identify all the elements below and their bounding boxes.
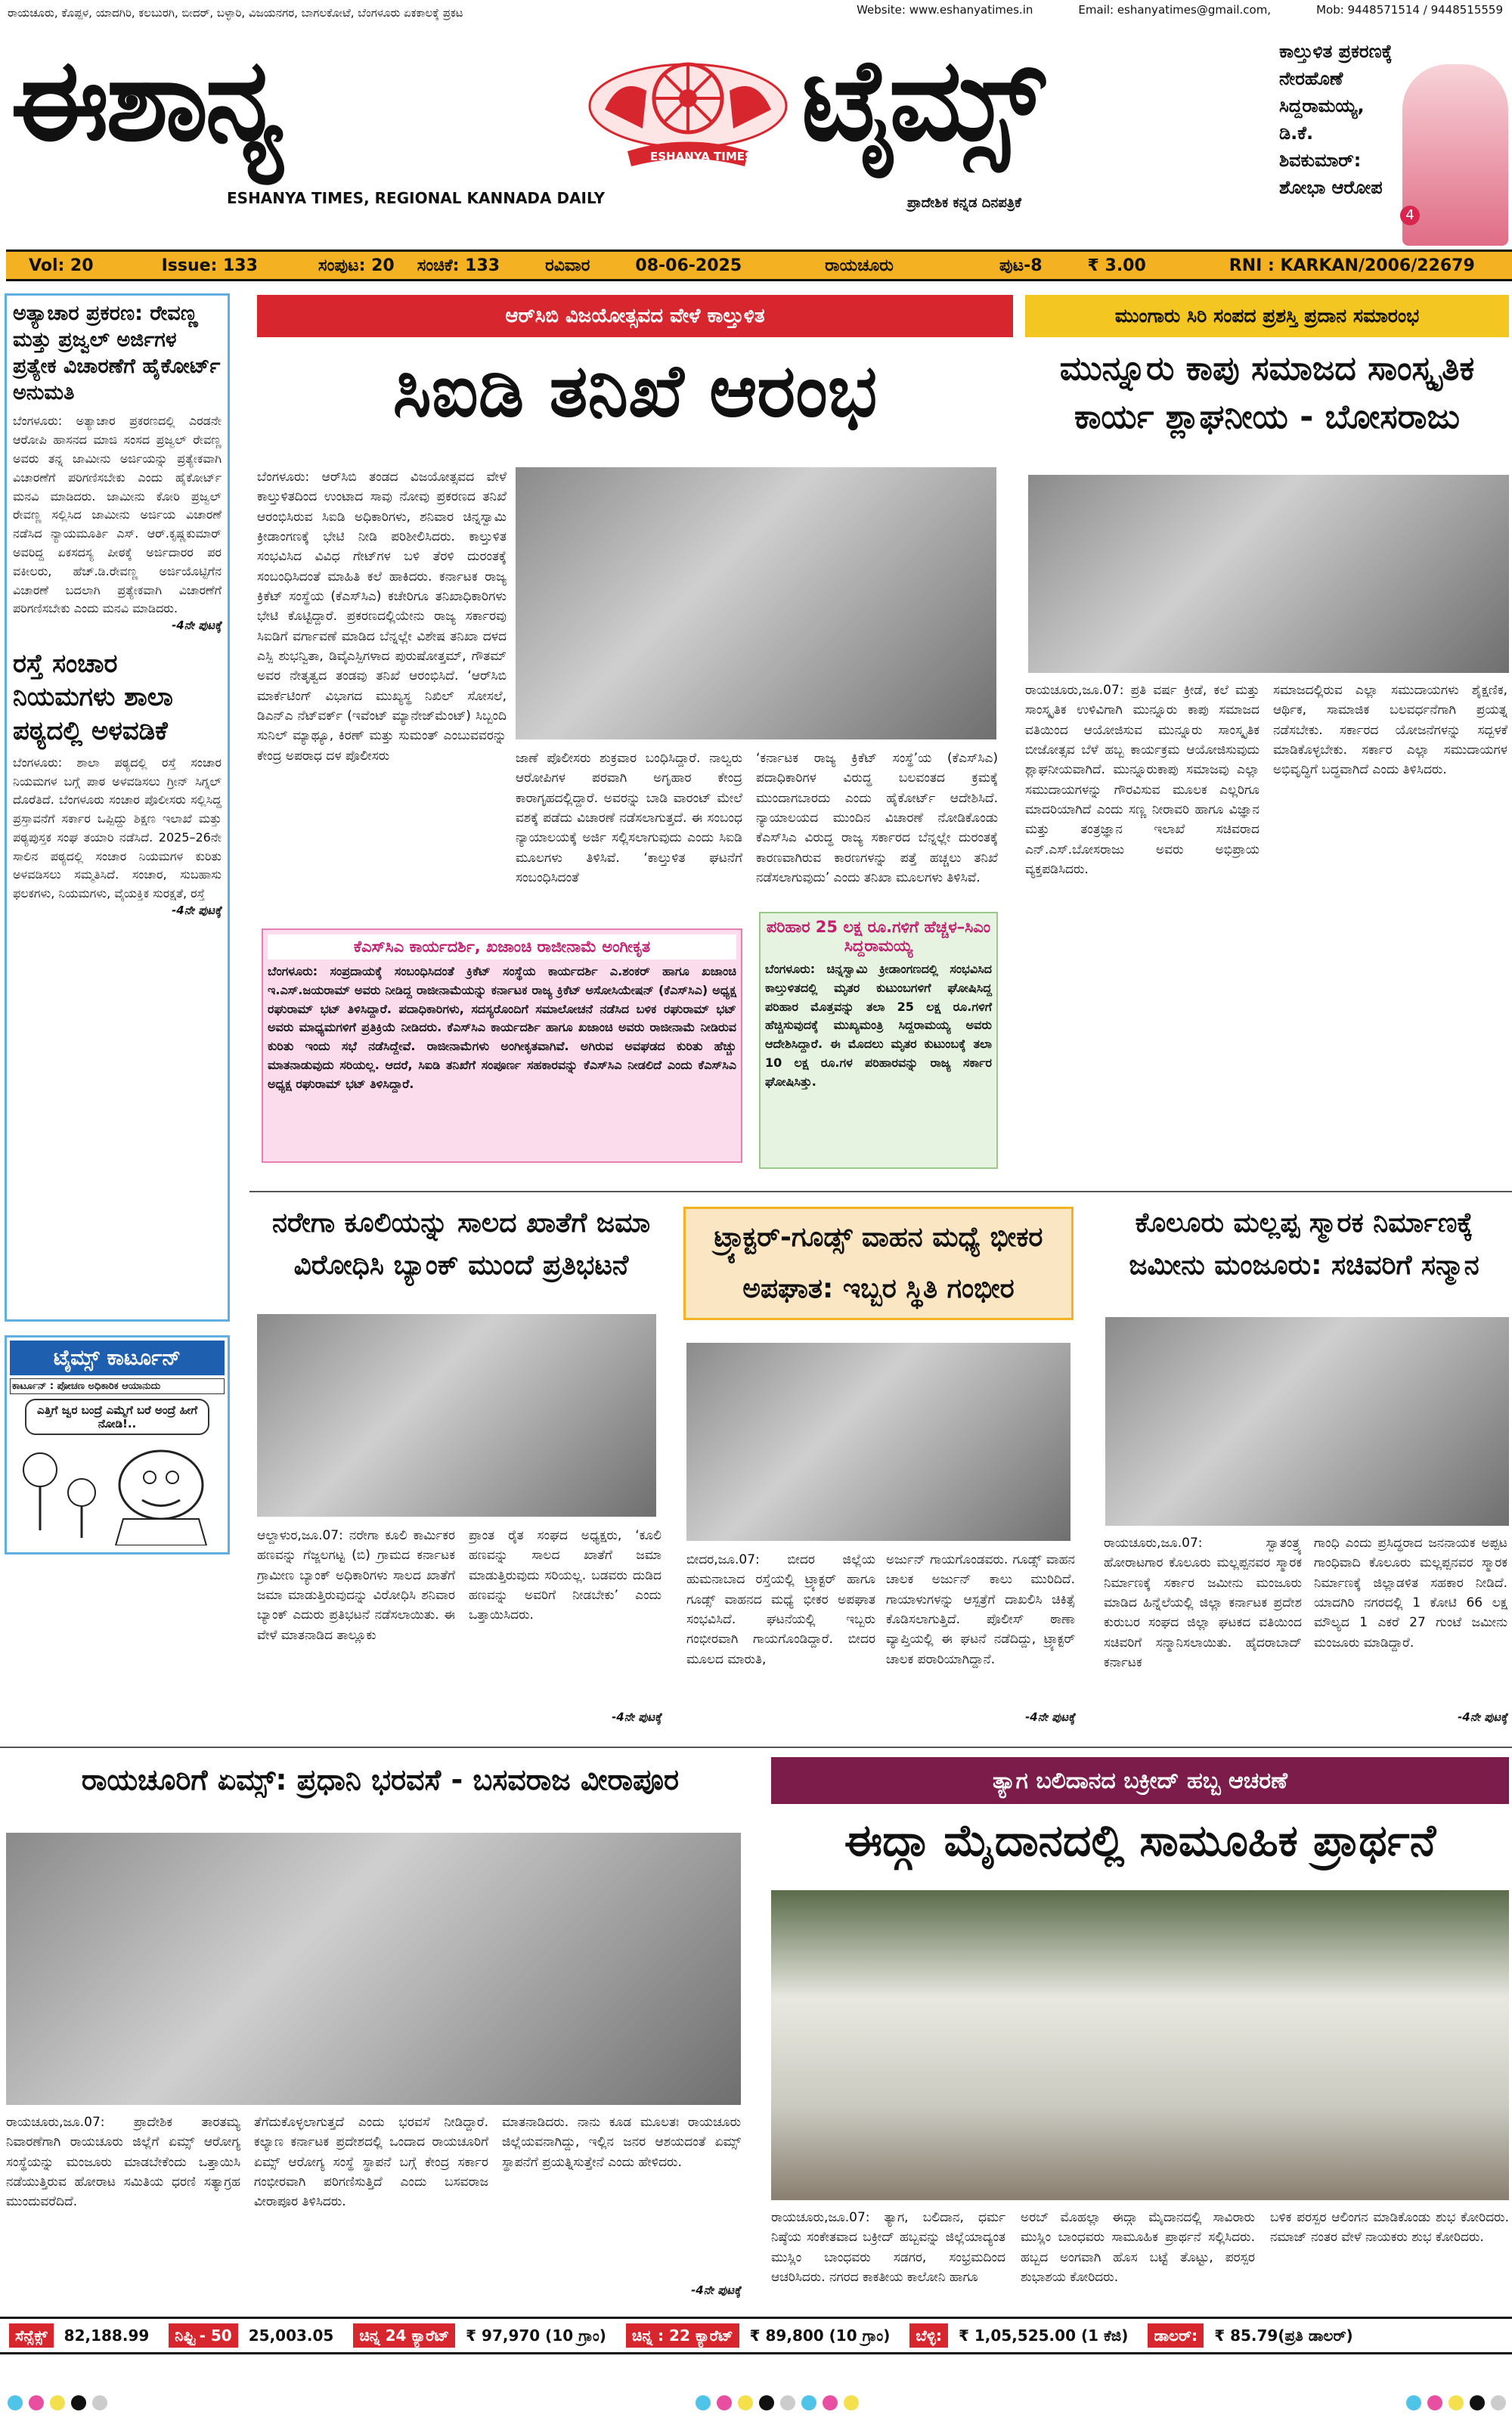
right-body-col2: ಸಮಾಜದಲ್ಲಿರುವ ಎಲ್ಲಾ ಸಮುದಾಯಗಳು ಶೈಕ್ಷಣಿಕ, ಆರ್ಥಿಕ, ಸಾಮಾಜಿಕ ಬಲವರ್ಧನೆಗಾಗಿ ಪ್ರಯತ್ನ ನಡೆಸಬೇಕು. ಸರ್ಕಾರದ ಯೋಜನೆಗಳನ್ನು ಸದ್ಬಳಕೆ ಮಾಡಿಕೊಳ್ಳಬೇಕು. ಸರ್ಕಾರ ಎಲ್ಲಾ ಸಮುದಾಯಗಳ ಅಭಿವೃದ್ಧಿಗೆ ಬದ್ಧವಾಗಿದೆ ಎಂದು ತಿಳಿಸಿದರು.: [1273, 683, 1507, 778]
accident-body-col1: ಬೀದರ,ಜೂ.07: ಬೀದರ ಜಿಲ್ಲೆಯ ಹುಮನಾಬಾದ ರಸ್ತೆಯಲ್ಲಿ ಟ್ರ್ಯಾಕ್ಟರ್ ಹಾಗೂ ಗೂಡ್ಸ್ ವಾಹನದ ಮಧ್ಯೆ ಭೀಕರ ಅಪಘಾತ ಸಂಭವಿಸಿದೆ. ಘಟನೆಯಲ್ಲಿ ಇಬ್ಬರು ಗಂಭೀರವಾಗಿ ಗಾಯಗೊಂಡಿದ್ದಾರೆ. ಬೀದರ ಮೂಲದ ಮಾರುತಿ,: [686, 1552, 875, 1667]
gold22-label: ಚಿನ್ನ : 22 ಕ್ಯಾರೆಟ್: [626, 2323, 739, 2348]
price: ₹ 3.00: [1087, 256, 1146, 275]
accident-headline-box: [683, 1207, 1074, 1320]
aiims-body-col1: ರಾಯಚೂರು,ಜೂ.07: ಪ್ರಾದೇಶಿಕ ತಾರತಮ್ಯ ನಿವಾರಣೆಗಾಗಿ ರಾಯಚೂರು ಜಿಲ್ಲೆಗೆ ಏಮ್ಸ್ ಆರೋಗ್ಯ ಸಂಸ್ಥೆಯನ್ನು ಮಂಜೂರು ಮಾಡಬೇಕೆಂದು ಒತ್ತಾಯಿಸಿ ನಡೆಯುತ್ತಿರುವ ಹೋರಾಟ ಸಮಿತಿಯ ಧರಣಿ ಸತ್ಯಾಗ್ರಹ ಮುಂದುವರೆದಿದೆ.: [6, 2115, 240, 2210]
lead-body-col1: ಬೆಂಗಳೂರು: ಆರ್‌ಸಿಬಿ ತಂಡದ ವಿಜಯೋತ್ಸವದ ವೇಳೆ ಕಾಲ್ತುಳಿತದಿಂದ ಉಂಟಾದ ಸಾವು ನೋವು ಪ್ರಕರಣದ ತನಿಖೆ ಆರಂಭಿಸಿರುವ ಸಿಐಡಿ ಅಧಿಕಾರಿಗಳು, ಶನಿವಾರ ಚಿನ್ನಸ್ವಾಮಿ ಕ್ರೀಡಾಂಗಣಕ್ಕೆ ಭೇಟಿ ನೀಡಿ ಪರಿಶೀಲಿಸಿದರು. ಕಾಲ್ತುಳಿತ ಸಂಭವಿಸಿದ ವಿವಿಧ ಗೇಟ್‌ಗಳ ಬಳಿ ತೆರಳಿ ದುರಂತಕ್ಕೆ ಸಂಬಂಧಿಸಿದಂತೆ ಮಾಹಿತಿ ಕಲೆ ಹಾಕಿದರು. ಕರ್ನಾಟಕ ರಾಜ್ಯ ಕ್ರಿಕೆಟ್ ಸಂಸ್ಥೆಯ (ಕೆಎಸ್‌ಸಿಎ) ಕಚೇರಿಗೂ ತನಿಖಾಧಿಕಾರಿಗಳು ಭೇಟಿ ಕೊಟ್ಟಿದ್ದಾರೆ. ಪ್ರಕರಣದಲ್ಲಿಯೇನು ರಾಜ್ಯ ಸರ್ಕಾರವು ಸಿಐಡಿಗೆ ವರ್ಗಾವಣೆ ಮಾಡಿದ ಬೆನ್ನಲ್ಲೇ ವಿಶೇಷ ತನಿಖಾ ದಳದ ಎಸ್ಪಿ ಶುಭನ್ವಿತಾ, ಡಿವೈಎಸ್ಪಿಗಳಾದ ಪುರುಷೋತ್ತಮ್, ಗೌತಮ್ ಅವರ ನೇತೃತ್ವದ ತಂಡವು ತನಿಖೆ ಆರಂಭಿಸಿದೆ. ‘ಆರ್‌ಸಿಬಿ ಮಾರ್ಕೆಟಿಂಗ್ ವಿಭಾಗದ ಮುಖ್ಯಸ್ಥ ನಿಖಿಲ್ ಸೋಸಲೆ, ಡಿಎನ್ಎ ನೆಟ್‌ವರ್ಕ್ (ಇವೆಂಟ್ ಮ್ಯಾನೇಜ್‌ಮೆಂಟ್) ಸಿಬ್ಬಂದಿ ಸುನಿಲ್ ಮ್ಯಾಥ್ಯೂ, ಕಿರಣ್ ಮತ್ತು ಸುಮಂತ್ ಎಂಬುವವರನ್ನು ಕೇಂದ್ರ ಅಪರಾಧ ದಳ ಪೊಲೀಸರು: [257, 470, 507, 764]
email-link[interactable]: Email: eshanyatimes@gmail.com,: [1078, 3, 1272, 17]
ksca-resignation-box: [262, 928, 742, 1163]
bakrid-body-col1: ರಾಯಚೂರು,ಜೂ.07: ತ್ಯಾಗ, ಬಲಿದಾನ, ಧರ್ಮ ನಿಷ್ಠೆಯ ಸಂಕೇತವಾದ ಬಕ್ರೀದ್ ಹಬ್ಬವನ್ನು ಜಿಲ್ಲೆಯಾದ್ಯಂತ ಮುಸ್ಲಿಂ ಬಾಂಧವರು ಸಡಗರ, ಸಂಭ್ರಮದಿಂದ ಆಚರಿಸಿದರು. ನಗರದ ಕಾಕತೀಯ ಕಾಲೋನಿ ಹಾಗೂ: [771, 2210, 1005, 2286]
bakrid-body-col3: ಬಳಿಕ ಪರಸ್ಪರ ಆಲಿಂಗನ ಮಾಡಿಕೊಂಡು ಶುಭ ಕೋರಿದರು. ನಮಾಜ್ ನಂತರ ವೇಳೆ ನಾಯಕರು ಶುಭ ಕೋರಿದರು.: [1270, 2210, 1509, 2246]
silver-value: ₹ 1,05,525.00 (1 ಕೆಜಿ): [958, 2326, 1129, 2345]
sensex-value: 82,188.99: [64, 2326, 150, 2345]
silver-label: ಬೆಳ್ಳಿ:: [909, 2323, 948, 2348]
lead-body-col2: ಜಾಣೆ ಪೊಲೀಸರು ಶುಕ್ರವಾರ ಬಂಧಿಸಿದ್ದಾರೆ. ನಾಲ್ವರು ಆರೋಪಿಗಳ ಪರವಾಗಿ ಅಗೃಹಾರ ಕೇಂದ್ರ ಕಾರಾಗೃಹದಲ್ಲಿದ್ದಾರೆ. ಅವರನ್ನು ಬಾಡಿ ವಾರಂಟ್ ಮೇಲೆ ವಶಕ್ಕೆ ಪಡೆದು ವಿಚಾರಣೆ ನಡೆಸಲಾಗುತ್ತದೆ. ಈ ಸಂಬಂಧ ನ್ಯಾಯಾಲಯಕ್ಕೆ ಅರ್ಜಿ ಸಲ್ಲಿಸಲಾಗುವುದು ಎಂದು ಸಿಐಡಿ ಮೂಲಗಳು ತಿಳಿಸಿವೆ. ‘ಕಾಲ್ತುಳಿತ ಘಟನೆಗೆ ಸಂಬಂಧಿಸಿದಂತೆ: [516, 751, 742, 886]
aiims-headline[interactable]: ರಾಯಚೂರಿಗೆ ಏಮ್ಸ್: ಪ್ರಧಾನಿ ಭರವಸೆ - ಬಸವರಾಜ ವೀರಾಪೂರ: [81, 1763, 680, 1796]
nifty-label: ನಿಫ್ಟಿ - 50: [169, 2323, 237, 2348]
bakrid-photo: [771, 1890, 1509, 2200]
continued-label[interactable]: -4ನೇ ಪುಟಕ್ಕೆ: [172, 904, 222, 918]
continued-label[interactable]: -4ನೇ ಪುಟಕ್ಕೆ: [1025, 1710, 1075, 1724]
promo-box[interactable]: [1270, 30, 1512, 250]
nrega-headline[interactable]: ನರೇಗಾ ಕೂಲಿಯನ್ನು ಸಾಲದ ಖಾತೆಗೆ ಜಮಾ ವಿರೋಧಿಸಿ ಬ್ಯಾಂಕ್ ಮುಂದೆ ಪ್ರತಿಭಟನೆ: [271, 1207, 651, 1281]
continued-label[interactable]: -4ನೇ ಪುಟಕ್ಕೆ: [1458, 1710, 1507, 1724]
continued-label[interactable]: -4ನೇ ಪುಟಕ್ಕೆ: [172, 618, 222, 633]
gold24-label: ಚಿನ್ನ 24 ಕ್ಯಾರೆಟ್: [353, 2323, 455, 2348]
color-registration-left: [8, 2395, 107, 2412]
nrega-photo: [257, 1314, 656, 1517]
color-registration-center: [696, 2395, 859, 2412]
color-registration-right: [1406, 2395, 1506, 2412]
market-bar: [0, 2317, 1512, 2354]
website-link[interactable]: Website: www.eshanyatimes.in: [857, 3, 1033, 17]
lead-headline[interactable]: ಸಿಐಡಿ ತನಿಖೆ ಆರಂಭ: [392, 349, 878, 433]
compensation-headline[interactable]: ಪರಿಹಾರ 25 ಲಕ್ಷ ರೂ.ಗಳಿಗೆ ಹೆಚ್ಚಳ–ಸಿಎಂ ಸಿದ್ದರಾಮಯ್ಯ: [766, 918, 991, 955]
compensation-body: ಬೆಂಗಳೂರು: ಚಿನ್ನಸ್ವಾಮಿ ಕ್ರೀಡಾಂಗಣದಲ್ಲಿ ಸಂಭವಿಸಿದ ಕಾಲ್ತುಳಿತದಲ್ಲಿ ಮೃತರ ಕುಟುಂಬಗಳಿಗೆ ಘೋಷಿಸಿದ್ದ ಪರಿಹಾರ ಮೊತ್ತವನ್ನು ತಲಾ 25 ಲಕ್ಷ ರೂ.ಗಳಿಗೆ ಹೆಚ್ಚಿಸುವುದಕ್ಕೆ ಮುಖ್ಯಮಂತ್ರಿ ಸಿದ್ದರಾಮಯ್ಯ ಅವರು ಆದೇಶಿಸಿದ್ದಾರೆ. ಈ ಮೊದಲು ಮೃತರ ಕುಟುಂಬಕ್ಕೆ ತಲಾ 10 ಲಕ್ಷ ರೂ.ಗಳ ಪರಿಹಾರವನ್ನು ರಾಜ್ಯ ಸರ್ಕಾರ ಘೋಷಿಸಿತ್ತು.: [765, 962, 992, 1089]
nrega-body-col1: ಆಲ್ದಾಳುರ,ಜೂ.07: ನರೇಗಾ ಕೂಲಿ ಕಾರ್ಮಿಕರ ಹಣವನ್ನು ಗೆಜ್ಜಲಗಟ್ಟ (ಬಿ) ಗ್ರಾಮದ ಕರ್ನಾಟಕ ಗ್ರಾಮೀಣ ಬ್ಯಾಂಕ್ ಅಧಿಕಾರಿಗಳು ಸಾಲದ ಖಾತೆಗೆ ಜಮಾ ಮಾಡುತ್ತಿರುವುದನ್ನು ವಿರೋಧಿಸಿ ಶನಿವಾರ ಬ್ಯಾಂಕ್ ಎದುರು ಪ್ರತಿಭಟನೆ ನಡೆಸಲಾಯಿತು. ಈ ವೇಳೆ ಮಾತನಾಡಿದ ತಾಲ್ಲೂಕು: [257, 1528, 455, 1643]
editions-text: ರಾಯಚೂರು, ಕೊಪ್ಪಳ, ಯಾದಗಿರಿ, ಕಲಬುರಗಿ, ಬೀದರ್, ಬಳ್ಳಾರಿ, ವಿಜಯನಗರ, ಬಾಗಲಕೋಟೆ, ಬೆಂಗಳೂರು ಏಕಕಾಲಕ್ಕೆ ಪ್ರಕಟ: [8, 6, 463, 20]
masthead-subtitle-kn: ಪ್ರಾದೇಶಿಕ ಕನ್ನಡ ದಿನಪತ್ರಿಕೆ: [907, 195, 1022, 211]
memorial-body-col2: ಗಾಂಧಿ ಎಂದು ಪ್ರಸಿದ್ಧರಾದ ಜನನಾಯಕ ಅಪ್ಪಟ ಗಾಂಧಿವಾದಿ ಕೊಲೂರು ಮಲ್ಲಪ್ಪನವರ ಸ್ಮಾರಕ ನಿರ್ಮಾಣಕ್ಕೆ ಜಿಲ್ಲಾಡಳಿತ ಸಹಕಾರ ನೀಡಿದೆ. ಯಾದಗಿರಿ ನಗರದಲ್ಲಿ 1 ಕೋಟಿ 66 ಲಕ್ಷ ಮೌಲ್ಯದ 1 ಎಕರೆ 27 ಗುಂಟೆ ಜಮೀನು ಮಂಜೂರು ಮಾಡಿದ್ದಾರೆ.: [1314, 1536, 1507, 1651]
story-traffic-body: ಬೆಂಗಳೂರು: ಶಾಲಾ ಪಠ್ಯದಲ್ಲಿ ರಸ್ತೆ ಸಂಚಾರ ನಿಯಮಗಳ ಬಗ್ಗೆ ಪಾಠ ಅಳವಡಿಸಲು ಗ್ರೀನ್ ಸಿಗ್ನಲ್ ದೊರೆತಿದೆ. ಬೆಂಗಳೂರು ಸಂಚಾರ ಪೊಲೀಸರು ಸಲ್ಲಿಸಿದ್ದ ಪ್ರಸ್ತಾವನೆಗೆ ಸರ್ಕಾರ ಒಪ್ಪಿದ್ದು ಶಿಕ್ಷಣ ಇಲಾಖೆ ಮತ್ತು ಪಠ್ಯಪುಸ್ತಕ ಸಂಘ ತಯಾರಿ ನಡೆಸಿದೆ. 2025–26ನೇ ಸಾಲಿನ ಪಠ್ಯದಲ್ಲಿ ಸಂಚಾರ ನಿಯಮಗಳ ಕುರಿತು ಅಳವಡಿಸಲು ಸಮ್ಮತಿಸಿದೆ. ಸಂಚಾರ, ಸುಬಹಾಸು ಫಲಕಗಳು, ನಿಯಮಗಳು, ವೈಯಕ್ತಿಕ ಸುರಕ್ಷತೆ, ರಸ್ತೆ: [13, 755, 222, 901]
gold24-value: ₹ 97,970 (10 ಗ್ರಾಂ): [466, 2326, 606, 2345]
promo-text: ಕಾಲ್ತುಳಿತ ಪ್ರಕರಣಕ್ಕೆ ನೇರಹೊಣೆ ಸಿದ್ದರಾಮಯ್ಯ, ಡಿ.ಕೆ. ಶಿವಕುಮಾರ್: ಶೋಭಾ ಆರೋಪ: [1279, 41, 1393, 198]
aiims-body-col2: ತೆಗೆದುಕೊಳ್ಳಲಾಗುತ್ತದೆ ಎಂದು ಭರವಸೆ ನೀಡಿದ್ದಾರೆ. ಕಲ್ಯಾಣ ಕರ್ನಾಟಕ ಪ್ರದೇಶದಲ್ಲಿ ಒಂದಾದ ರಾಯಚೂರಿಗೆ ಏಮ್ಸ್ ಆರೋಗ್ಯ ಸಂಸ್ಥೆ ಸ್ಥಾಪನೆ ಬಗ್ಗೆ ಕೇಂದ್ರ ಸರ್ಕಾರ ಗಂಭೀರವಾಗಿ ಪರಿಗಣಿಸುತ್ತಿದೆ ಎಂದು ಬಸವರಾಜ ವೀರಾಪೂರ ತಿಳಿಸಿದರು.: [254, 2115, 488, 2210]
masthead: [0, 30, 1270, 215]
place: ರಾಯಚೂರು: [825, 256, 894, 275]
top-strip: [0, 0, 1512, 27]
lead-photo: [516, 467, 996, 739]
left-news-column: [5, 293, 230, 1322]
ksca-box-body: ಬೆಂಗಳೂರು: ಸಂಪ್ರದಾಯಕ್ಕೆ ಸಂಬಂಧಿಸಿದಂತೆ ಕ್ರಿಕೆಟ್ ಸಂಸ್ಥೆಯ ಕಾರ್ಯದರ್ಶಿ ಎ.ಶಂಕರ್ ಹಾಗೂ ಖಜಾಂಚಿ ಇ.ಎಸ್.ಜಯರಾಮ್ ಅವರು ನೀಡಿದ್ದ ರಾಜೀನಾಮೆಯನ್ನು ಕರ್ನಾಟಕ ರಾಜ್ಯ ಕ್ರಿಕೆಟ್ ಅಸೋಸಿಯೇಷನ್ (ಕೆಎಸ್‌ಸಿಎ) ಅಧ್ಯಕ್ಷ ರಘುರಾಮ್ ಭಟ್ ತಿಳಿಸಿದ್ದಾರೆ. ಪದಾಧಿಕಾರಿಗಳು, ಸದಸ್ಯರೊಂದಿಗೆ ಸಮಾಲೋಚನೆ ನಡೆಸಿದ ಬಳಿಕ ರಘುರಾಮ್ ಭಟ್ ಅವರು ಮಾಧ್ಯಮಗಳಿಗೆ ಪ್ರತಿಕ್ರಿಯೆ ನೀಡಿದರು. ಕೆಎಸ್‌ಸಿಎ ಕಾರ್ಯದರ್ಶಿ ಹಾಗೂ ಖಜಾಂಚಿ ಅವರು ರಾಜೀನಾಮೆ ನೀಡಿರುವ ಕುರಿತು ಇಂದು ಸಭೆ ನಡೆಸಿದ್ದೇವೆ. ರಾಜೀನಾಮೆಗಳು ಅಂಗೀಕೃತವಾಗಿವೆ. ಅಗಿರುವ ಅವಘಡದ ಕುರಿತು ಹೆಚ್ಚು ಮಾತನಾಡುವುದು ಸರಿಯಲ್ಲ. ಆದರೆ, ಸಿಐಡಿ ತನಿಖೆಗೆ ಸಂಪೂರ್ಣ ಸಹಕಾರವನ್ನು ಕೆಎಸ್‌ಸಿಎ ನೀಡಲಿದೆ ಎಂದು ಕೆಎಸ್‌ಸಿಎ ಅಧ್ಯಕ್ಷ ರಘುರಾಮ್ ಭಟ್ ತಿಳಿಸಿದ್ದಾರೆ.: [268, 964, 736, 1091]
right-photo: [1028, 475, 1509, 673]
dollar-value: ₹ 85.79(ಪ್ರತಿ ಡಾಲರ್): [1214, 2326, 1353, 2345]
bakrid-headline[interactable]: ಈದ್ಗಾ ಮೈದಾನದಲ್ಲಿ ಸಾಮೂಹಿಕ ಪ್ರಾರ್ಥನೆ: [844, 1815, 1436, 1866]
cartoon-box: [5, 1335, 230, 1555]
memorial-headline[interactable]: ಕೊಲೂರು ಮಲ್ಲಪ್ಪ ಸ್ಮಾರಕ ನಿರ್ಮಾಣಕ್ಕೆ ಜಮೀನು ಮಂಜೂರು: ಸಚಿವರಿಗೆ ಸನ್ಮಾನ: [1129, 1207, 1479, 1281]
lead-body-col3: ‘ಕರ್ನಾಟಕ ರಾಜ್ಯ ಕ್ರಿಕೆಟ್ ಸಂಸ್ಥೆ’ಯ (ಕೆಎಸ್‌ಸಿಎ) ಪದಾಧಿಕಾರಿಗಳ ವಿರುದ್ಧ ಬಲವಂತದ ಕ್ರಮಕ್ಕೆ ಮುಂದಾಗಬಾರದು ಎಂದು ಹೈಕೋರ್ಟ್ ಆದೇಶಿಸಿದೆ. ನ್ಯಾಯಾಲಯದ ಮುಂದಿನ ವಿಚಾರಣೆ ನೋಡಿಕೊಂಡು ಕೆಎಸ್‌ಸಿಎ ವಿರುದ್ಧ ರಾಜ್ಯ ಸರ್ಕಾರದ ಬೆನ್ನಲ್ಲೇ ದುರಂತಕ್ಕೆ ಕಾರಣವಾಗಿರುವ ಕಾರಣಗಳನ್ನು ಪತ್ತೆ ಹಚ್ಚಲು ತನಿಖೆ ನಡೆಸಲಾಗುವುದು’ ಎಂದು ತನಿಖಾ ಮೂಲಗಳು ತಿಳಿಸಿವೆ.: [756, 751, 998, 886]
cartoon-drawing: [10, 1440, 226, 1545]
aiims-photo: [6, 1833, 741, 2105]
bakrid-body-col2: ಅರಬ್ ಮೊಹಲ್ಲಾ ಈದ್ಗಾ ಮೈದಾನದಲ್ಲಿ ಸಾವಿರಾರು ಮುಸ್ಲಿಂ ಬಾಂಧವರು ಸಾಮೂಹಿಕ ಪ್ರಾರ್ಥನೆ ಸಲ್ಲಿಸಿದರು. ಹಬ್ಬದ ಅಂಗವಾಗಿ ಹೊಸ ಬಟ್ಟೆ ತೊಟ್ಟು, ಪರಸ್ಪರ ಶುಭಾಶಯ ಕೋರಿದರು.: [1021, 2210, 1255, 2286]
aiims-body-col3: ಮಾತನಾಡಿದರು. ನಾನು ಕೂಡ ಮೂಲತಃ ರಾಯಚೂರು ಜಿಲ್ಲೆಯವನಾಗಿದ್ದು, ಇಲ್ಲಿನ ಜನರ ಆಶಯದಂತೆ ಏಮ್ಸ್ ಸ್ಥಾಪನೆಗೆ ಪ್ರಯತ್ನಿಸುತ್ತೇನೆ ಎಂದು ಹೇಳಿದರು.: [502, 2115, 741, 2170]
memorial-photo: [1105, 1317, 1509, 1526]
continued-label[interactable]: -4ನೇ ಪುಟಕ್ಕೆ: [691, 2283, 741, 2297]
promo-page-badge: 4: [1400, 206, 1420, 225]
bakrid-kicker-banner: ತ್ಯಾಗ ಬಲಿದಾನದ ಬಕ್ರೀದ್ ಹಬ್ಬ ಆಚರಣೆ: [771, 1757, 1509, 1804]
nifty-value: 25,003.05: [248, 2326, 334, 2345]
lead-kicker-banner: ಆರ್‌ಸಿಬಿ ವಿಜಯೋತ್ಸವದ ವೇಳೆ ಕಾಲ್ತುಳಿತ: [257, 295, 1013, 337]
issue-info-bar: [6, 250, 1512, 281]
accident-headline[interactable]: ಟ್ರ್ಯಾಕ್ಟರ್-ಗೂಡ್ಸ್ ವಾಹನ ಮಧ್ಯೆ ಭೀಕರ ಅಪಘಾತ: ಇಬ್ಬರ ಸ್ಥಿತಿ ಗಂಭೀರ: [714, 1222, 1043, 1305]
dollar-label: ಡಾಲರ್:: [1148, 2323, 1204, 2348]
emblem-ribbon-text: ESHANYA TIMES: [650, 150, 753, 163]
story-rape-case-headline[interactable]: ಅತ್ಯಾಚಾರ ಪ್ರಕರಣ: ರೇವಣ್ಣ ಮತ್ತು ಪ್ರಜ್ವಲ್ ಅರ್ಜಿಗಳ ಪ್ರತ್ಯೇಕ ವಿಚಾರಣೆಗೆ ಹೈಕೋರ್ಟ್ ಅನುಮತಿ: [13, 302, 221, 405]
right-body-col1: ರಾಯಚೂರು,ಜೂ.07: ಪ್ರತಿ ವರ್ಷ ಕ್ರೀಡೆ, ಕಲೆ ಮತ್ತು ಸಾಂಸ್ಕೃತಿಕ ಉಳಿವಿಗಾಗಿ ಮುನ್ನೂರು ಕಾಪು ಸಮಾಜದ ವತಿಯಿಂದ ಆಯೋಜಿಸುವ ಮುನ್ನೂರು ಸಾಂಸ್ಕೃತಿಕ ಬೀಜೋತ್ಸವ ಬೆಳೆ ಹಬ್ಬ ಕಾರ್ಯಕ್ರಮ ಆಯೋಜಿಸುವುದು ಶ್ಲಾಘನೀಯವಾಗಿದೆ. ಮುನ್ನೂರುಕಾಪು ಸಮಾಜವು ಎಲ್ಲಾ ಸಮುದಾಯಗಳನ್ನು ಗೌರವಿಸುವ ಮೂಲಕ ಎಲ್ಲರಿಗೂ ಮಾದರಿಯಾಗಿದೆ ಎಂದು ಸಣ್ಣ ನೀರಾವರಿ ಹಾಗೂ ವಿಜ್ಞಾನ ಮತ್ತು ತಂತ್ರಜ್ಞಾನ ಇಲಾಖೆ ಸಚಿವರಾದ ಎನ್.ಎಸ್.ಬೋಸರಾಜು ಅವರು ಅಭಿಪ್ರಾಯ ವ್ಯಕ್ತಪಡಿಸಿದರು.: [1025, 683, 1259, 878]
divider: [249, 1191, 1512, 1192]
rni: RNI : KARKAN/2006/22679: [1228, 256, 1475, 275]
pages: ಪುಟ-8: [999, 256, 1043, 275]
sanchike: ಸಂಚಿಕೆ: 133: [417, 256, 500, 275]
memorial-body-col1: ರಾಯಚೂರು,ಜೂ.07: ಸ್ವಾತಂತ್ರ್ಯ ಹೋರಾಟಗಾರ ಕೊಲೂರು ಮಲ್ಲಪ್ಪನವರ ಸ್ಮಾರಕ ನಿರ್ಮಾಣಕ್ಕೆ ಸರ್ಕಾರ ಜಮೀನು ಮಂಜೂರು ಮಾಡಿದ ಹಿನ್ನೆಲೆಯಲ್ಲಿ ಜಿಲ್ಲಾ ಕರ್ನಾಟಕ ಪ್ರದೇಶ ಕುರುಬರ ಸಂಘದ ಜಿಲ್ಲಾ ಘಟಕದ ವತಿಯಿಂದ ಸಚಿವರಿಗೆ ಸನ್ಮಾನಿಸಲಾಯಿತು. ಹೈದರಾಬಾದ್ ಕರ್ನಾಟಕ: [1104, 1536, 1302, 1671]
masthead-title-left: ಈಶಾನ್ಯ: [11, 35, 281, 166]
compensation-box: [759, 912, 998, 1169]
masthead-title-right: ಟೈಮ್ಸ್: [801, 35, 1042, 166]
date: 08-06-2025: [635, 256, 742, 275]
sensex-label: ಸೆನ್ಸೆಕ್ಸ್: [9, 2323, 54, 2348]
cartoon-title: ಟೈಮ್ಸ್ ಕಾರ್ಟೂನ್: [10, 1341, 225, 1375]
accident-photo: [686, 1343, 1070, 1541]
day: ರವಿವಾರ: [545, 256, 590, 275]
cartoon-caption: ಎತ್ತಿಗೆ ಜ್ವರ ಬಂದ್ರೆ ಎಮ್ಮೆಗೆ ಬರೆ ಅಂದ್ರೆ ಹೀಗೆ ನೋಡಿ!..: [25, 1399, 209, 1435]
masthead-subtitle-en: ESHANYA TIMES, REGIONAL KANNADA DAILY: [227, 189, 606, 207]
divider: [0, 1747, 1512, 1748]
right-headline[interactable]: ಮುನ್ನೂರು ಕಾಪು ಸಮಾಜದ ಸಾಂಸ್ಕೃತಿಕ ಕಾರ್ಯ ಶ್ಲಾಘನೀಯ - ಬೋಸರಾಜು: [1059, 349, 1475, 436]
right-kicker-banner: ಮುಂಗಾರು ಸಿರಿ ಸಂಪದ ಪ್ರಶಸ್ತಿ ಪ್ರದಾನ ಸಮಾರಂಭ: [1025, 295, 1509, 337]
issue: Issue: 133: [161, 256, 258, 275]
continued-label[interactable]: -4ನೇ ಪುಟಕ್ಕೆ: [612, 1710, 662, 1724]
ksca-box-headline[interactable]: ಕೆಎಸ್‌ಸಿಎ ಕಾರ್ಯದರ್ಶಿ, ಖಜಾಂಚಿ ರಾಜೀನಾಮೆ ಅಂಗೀಕೃತ: [268, 935, 736, 959]
mobile-number: Mob: 9448571514 / 9448515559: [1316, 3, 1503, 17]
cartoon-credit: ಕಾರ್ಟೂನ್ : ಪೋಚಣ ಅಧಿಕಾರಿಕ ಆಯಾನುದು: [10, 1378, 225, 1394]
story-traffic-headline[interactable]: ರಸ್ತೆ ಸಂಚಾರ ನಿಯಮಗಳು ಶಾಲಾ ಪಠ್ಯದಲ್ಲಿ ಅಳವಡಿಕೆ: [13, 649, 173, 746]
accident-body-col2: ಅರ್ಜುನ್ ಗಾಯಗೊಂಡವರು. ಗೂಡ್ಸ್ ವಾಹನ ಚಾಲಕ ಅರ್ಜುನ್ ಕಾಲು ಮುರಿದಿದೆ. ಗಾಯಾಳುಗಳನ್ನು ಆಸ್ಪತ್ರೆಗೆ ದಾಖಲಿಸಿ ಚಿಕಿತ್ಸೆ ಕೊಡಿಸಲಾಗುತ್ತಿದೆ. ಪೊಲೀಸ್ ಠಾಣಾ ವ್ಯಾಪ್ತಿಯಲ್ಲಿ ಈ ಘಟನೆ ನಡೆದಿದ್ದು, ಟ್ರ್ಯಾಕ್ಟರ್ ಚಾಲಕ ಪರಾರಿಯಾಗಿದ್ದಾನೆ.: [886, 1552, 1075, 1667]
gold22-value: ₹ 89,800 (10 ಗ್ರಾಂ): [749, 2326, 891, 2345]
story-rape-case-body: ಬೆಂಗಳೂರು: ಅತ್ಯಾಚಾರ ಪ್ರಕರಣದಲ್ಲಿ ಎರಡನೇ ಆರೋಪಿ ಹಾಸನದ ಮಾಜಿ ಸಂಸದ ಪ್ರಜ್ವಲ್ ರೇವಣ್ಣ ಅವರು ತನ್ನ ಜಾಮೀನು ಅರ್ಜಿಯನ್ನು ಪ್ರತ್ಯೇಕವಾಗಿ ವಿಚಾರಣೆಗೆ ಪರಿಗಣಿಸಬೇಕು ಎಂದು ಹೈಕೋರ್ಟ್ ಮನವಿ ಮಾಡಿದರು. ಜಾಮೀನು ಕೋರಿ ಪ್ರಜ್ವಲ್ ರೇವಣ್ಣ ಸಲ್ಲಿಸಿದ ಜಾಮೀನು ಅರ್ಜಿಯ ವಿಚಾರಣೆ ನಡೆಸಿದ ನ್ಯಾಯಮೂರ್ತಿ ಎಸ್. ಆರ್.ಕೃಷ್ಣಕುಮಾರ್ ಅವರಿದ್ದ ಏಕಸದಸ್ಯ ಪೀಠಕ್ಕೆ ಅರ್ಜಿದಾರರ ಪರ ವಕೀಲರು, ಹೆಚ್.ಡಿ.ರೇವಣ್ಣ ಅರ್ಜಿಯೊಟ್ಟಿಗೆನ ವಿಚಾರಣೆ ಬದಲಾಗಿ ಪ್ರತ್ಯೇಕವಾಗಿ ವಿಚಾರಣೆಗೆ ಪರಿಗಣಿಸಬೇಕು ಎಂದು ಮನವಿ ಮಾಡಿದರು.: [13, 414, 222, 616]
vol: Vol: 20: [29, 256, 94, 275]
nrega-body-col2: ಪ್ರಾಂತ ರೈತ ಸಂಘದ ಅಧ್ಯಕ್ಷರು, ‘ಕೂಲಿ ಹಣವನ್ನು ಸಾಲದ ಖಾತೆಗೆ ಜಮಾ ಮಾಡುತ್ತಿರುವುದು ಸರಿಯಲ್ಲ. ಬಡವರು ದುಡಿದ ಹಣವನ್ನು ಅವರಿಗೆ ನೀಡಬೇಕು’ ಎಂದು ಒತ್ತಾಯಿಸಿದರು.: [469, 1528, 662, 1623]
samputa: ಸಂಪುಟ: 20: [318, 256, 395, 275]
